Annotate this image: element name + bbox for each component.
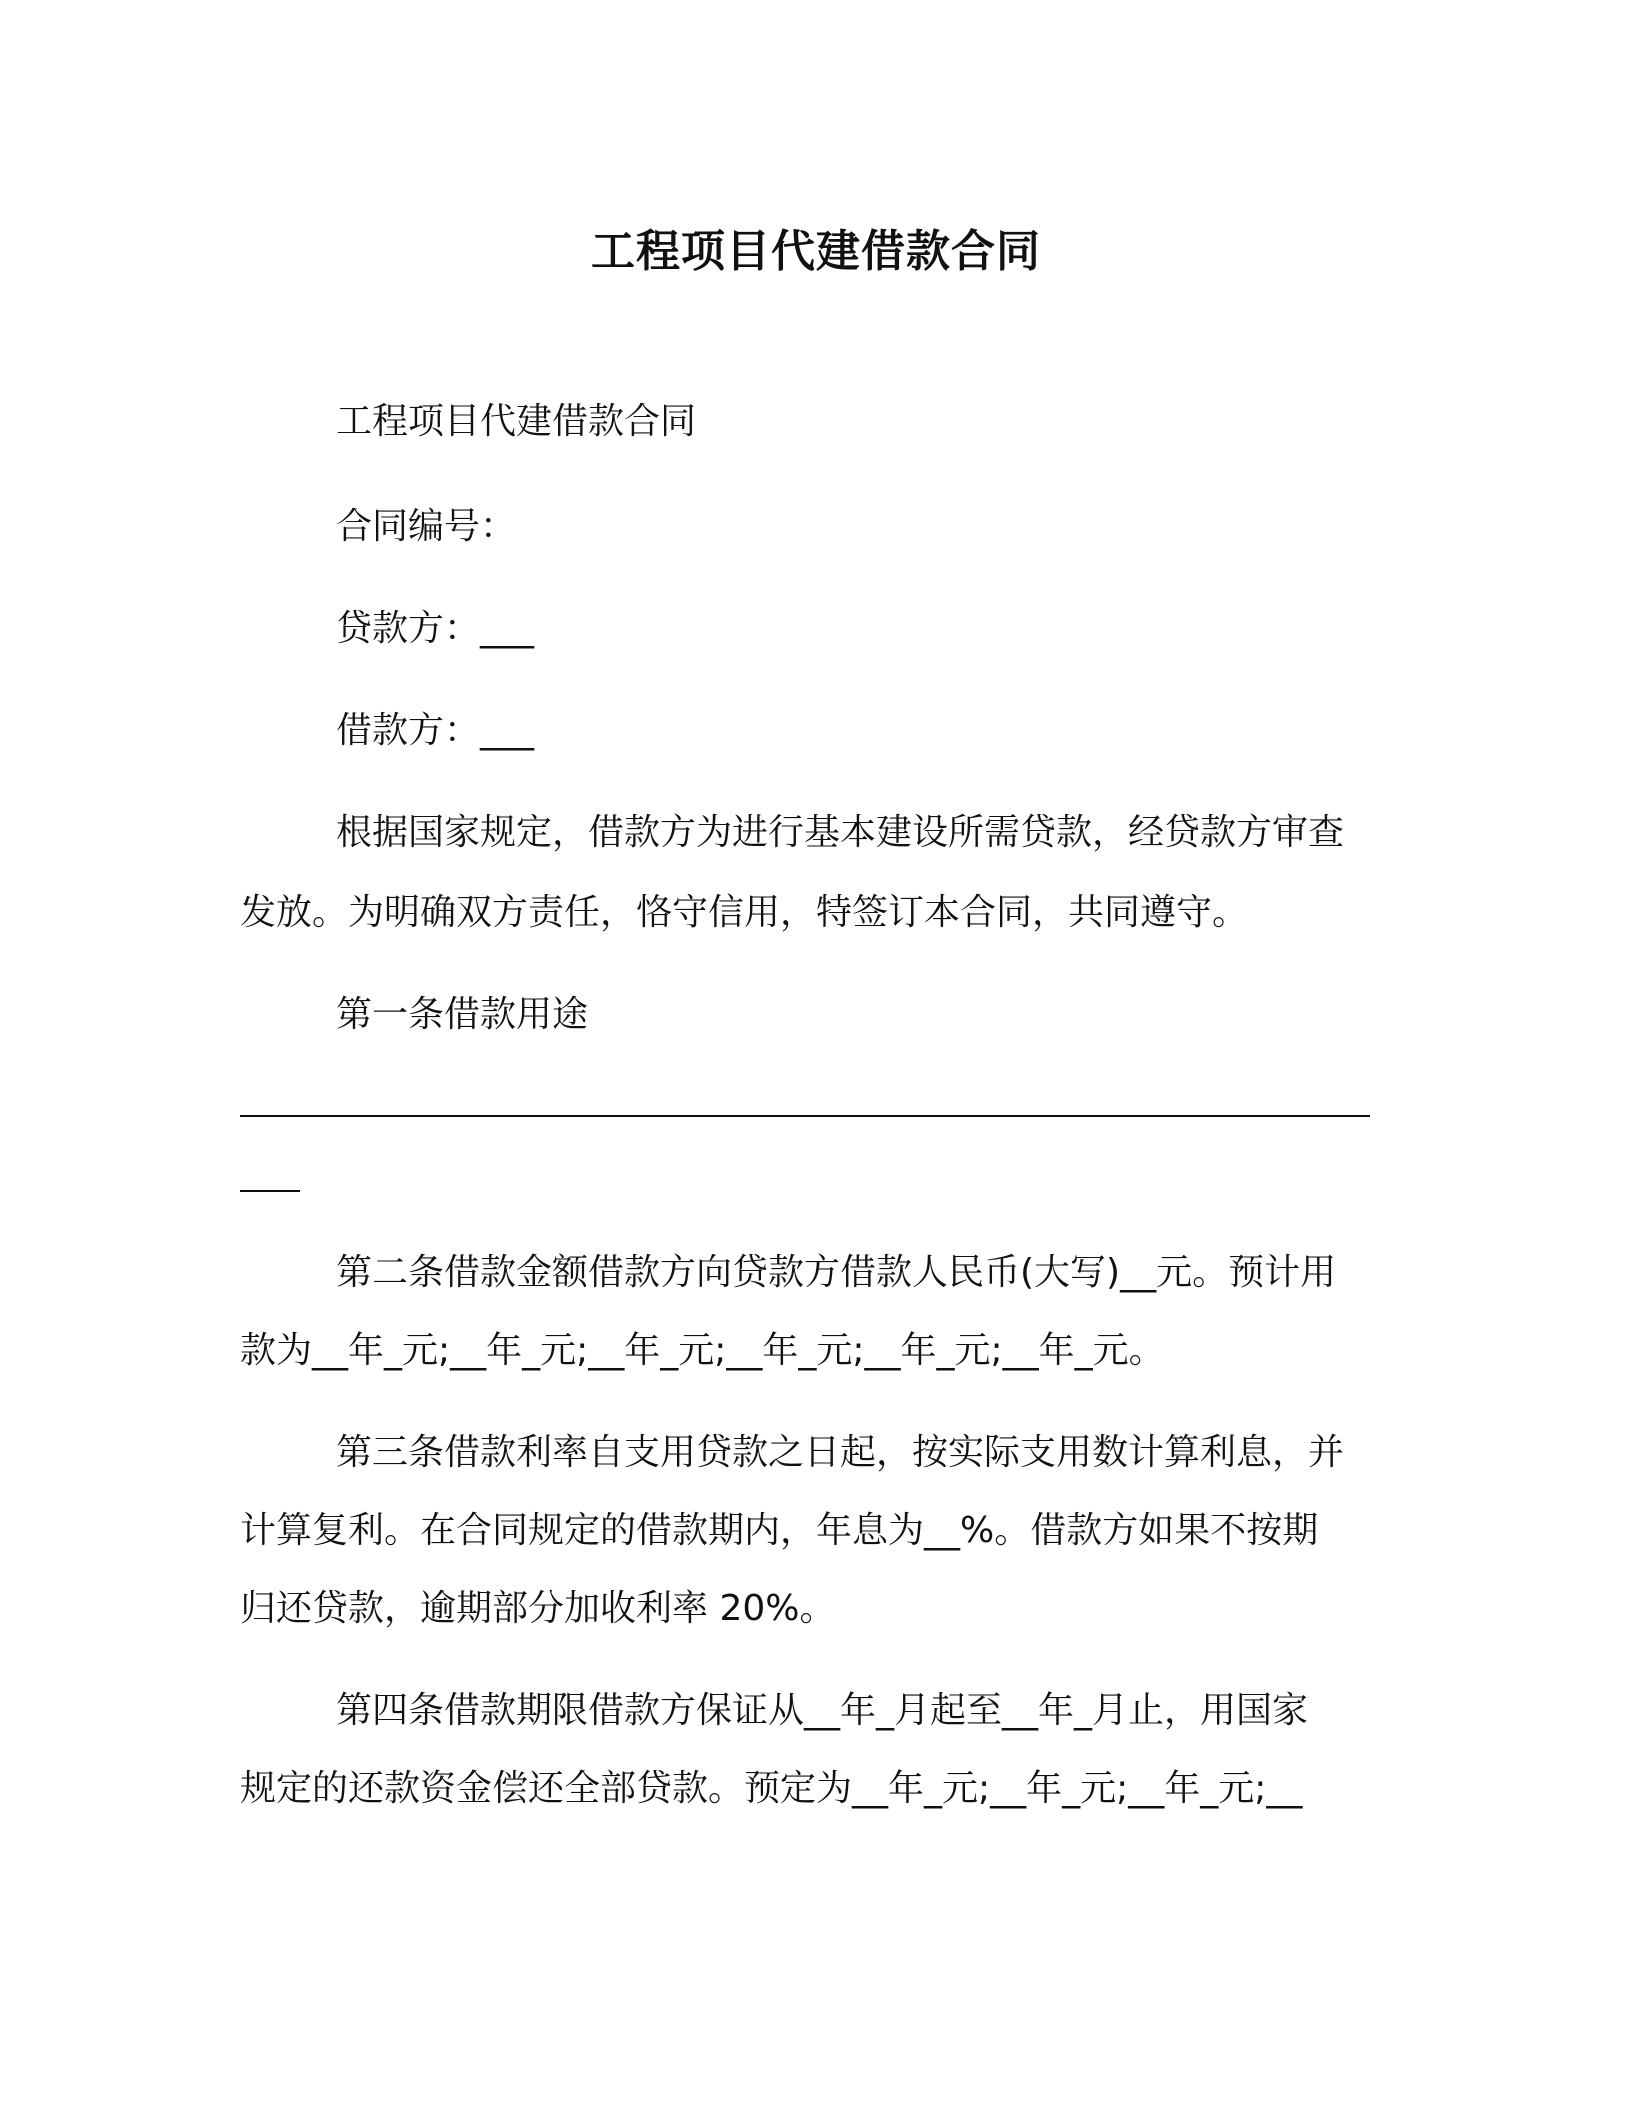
document-title: 工程项目代建借款合同 bbox=[591, 226, 1041, 277]
lender-line: 贷款方：___ bbox=[336, 608, 535, 649]
article-4-line-2: 规定的还款资金偿还全部贷款。预定为__年_元;__年_元;__年_元;__ bbox=[240, 1768, 1303, 1809]
borrower-line: 借款方：___ bbox=[336, 710, 535, 751]
contract-name-line: 工程项目代建借款合同 bbox=[336, 401, 697, 442]
article-2-line-1: 第二条借款金额借款方向贷款方借款人民币(大写)__元。预计用 bbox=[336, 1252, 1337, 1293]
contract-number-line: 合同编号： bbox=[336, 506, 517, 547]
preamble-line-2: 发放。为明确双方责任，恪守信用，特签订本合同，共同遵守。 bbox=[240, 892, 1249, 933]
article-2-line-2: 款为__年_元;__年_元;__年_元;__年_元;__年_元;__年_元。 bbox=[240, 1330, 1165, 1371]
article-3-line-3: 归还贷款，逾期部分加收利率 20%。 bbox=[240, 1588, 836, 1629]
blank-fill-line-end bbox=[240, 1190, 300, 1192]
article-4-line-1: 第四条借款期限借款方保证从__年_月起至__年_月止，用国家 bbox=[336, 1690, 1309, 1731]
article-3-line-2: 计算复利。在合同规定的借款期内，年息为__%。借款方如果不按期 bbox=[240, 1510, 1319, 1551]
article-3-line-1: 第三条借款利率自支用贷款之日起，按实际支用数计算利息，并 bbox=[336, 1432, 1345, 1473]
preamble-line-1: 根据国家规定，借款方为进行基本建设所需贷款，经贷款方审查 bbox=[336, 812, 1345, 853]
article-1-heading: 第一条借款用途 bbox=[336, 994, 589, 1035]
blank-fill-line bbox=[240, 1115, 1370, 1117]
